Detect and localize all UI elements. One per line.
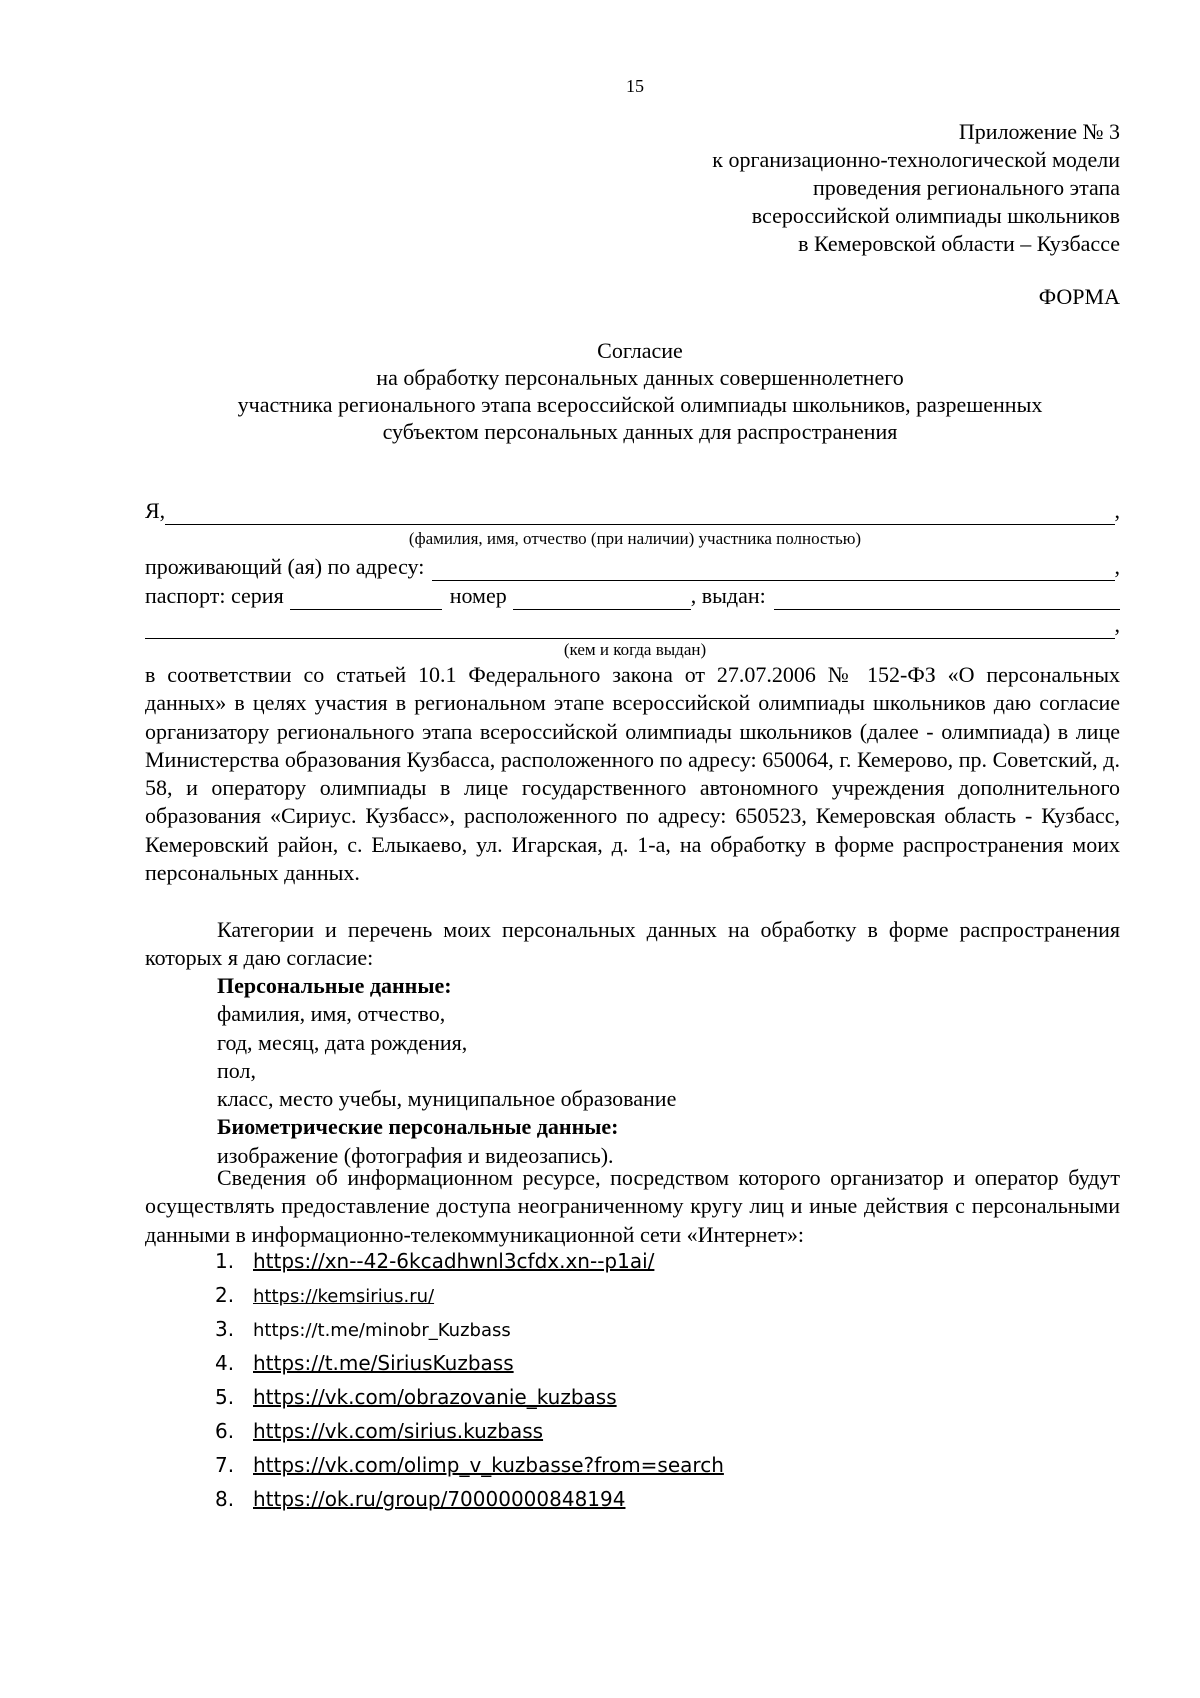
link-item: [215, 1349, 514, 1379]
link-number: 4.: [215, 1351, 235, 1375]
personal-data-item: класс, место учебы, муниципальное образование: [217, 1086, 677, 1112]
issued-hint: (кем и когда выдан): [563, 640, 707, 659]
line-end: ,: [1114, 612, 1120, 637]
appendix-line: проведения регионального этапа: [812, 175, 1120, 200]
link-item: [215, 1247, 654, 1277]
link-url[interactable]: https://kemsirius.ru/: [253, 1286, 435, 1307]
link-item: [215, 1383, 617, 1413]
personal-data-item: фамилия, имя, отчество,: [217, 1001, 446, 1027]
personal-data-item: год, месяц, дата рождения,: [217, 1029, 468, 1055]
title-line: Согласие: [597, 338, 683, 363]
link-number: 3.: [215, 1317, 235, 1341]
resources-paragraph: Сведения об информационном ресурсе, посредством которого организатор и оператор будут осуществлять предоставление доступа неограниченному кругу лиц и иные действия с персональными данными в информационно-телекоммуникационной сети «Интернет»:: [145, 1165, 1120, 1247]
passport-number-label: номер: [449, 583, 507, 608]
issued-by-blank[interactable]: [145, 618, 1115, 639]
page-number: 15: [626, 76, 644, 96]
link-item: [215, 1417, 543, 1447]
link-item: [215, 1485, 625, 1515]
issued-label: , выдан:: [690, 583, 766, 608]
passport-series-label: паспорт: серия: [145, 583, 284, 608]
passport-row: [145, 582, 1120, 610]
link-item: [215, 1451, 724, 1481]
biometric-data-heading: Биометрические персональные данные:: [217, 1114, 619, 1140]
passport-series-blank[interactable]: [290, 589, 442, 610]
biometric-data-item: изображение (фотография и видеозапись).: [217, 1142, 614, 1168]
line-end: ,: [1114, 498, 1120, 523]
link-item: [215, 1281, 434, 1311]
link-url[interactable]: https://ok.ru/group/70000000848194: [253, 1487, 626, 1511]
title-line: участника регионального этапа всероссийской олимпиады школьников, разрешенных: [237, 392, 1043, 417]
appendix-line: Приложение № 3: [958, 119, 1120, 144]
link-url[interactable]: https://t.me/SiriusKuzbass: [253, 1351, 514, 1375]
link-number: 7.: [215, 1453, 235, 1477]
fio-row: [145, 497, 1120, 525]
appendix-line: в Кемеровской области – Кузбассе: [798, 231, 1120, 256]
fio-blank[interactable]: [165, 504, 1114, 525]
personal-data-item: пол,: [217, 1057, 256, 1083]
link-url[interactable]: https://vk.com/sirius.kuzbass: [253, 1419, 544, 1443]
appendix-line: всероссийской олимпиады школьников: [751, 203, 1120, 228]
consent-paragraph: в соответствии со статьей 10.1 Федерального закона от 27.07.2006 № 152-ФЗ «О персональных данных» в целях участия в региональном этапе всероссийской олимпиады школьников даю согласие организатору регионального этапа всероссийской олимпиады школьников (далее - олимпиада) в лице Министерства образования Кузбасса, расположенного по адресу: 650064, г. Кемерово, пр. Советский, д. 58, и оператору олимпиады в лице государственного автономного учреждения дополнительного образования «Сириус. Кузбасс», расположенного по адресу: 650523, Кемеровская область - Кузбасс, Кемеровский район, с. Елыкаево, ул. Игарская, д. 1-а, на обработку в форме распространения моих персональных данных.: [145, 662, 1120, 886]
data-categories-list: [217, 972, 1117, 1170]
link-url[interactable]: https://vk.com/olimp_v_kuzbasse?from=search: [253, 1453, 724, 1477]
link-url[interactable]: https://vk.com/obrazovanie_kuzbass: [253, 1385, 617, 1409]
link-number: 1.: [215, 1249, 235, 1273]
link-url[interactable]: https://t.me/minobr_Kuzbass: [253, 1320, 511, 1341]
categories-paragraph: Категории и перечень моих персональных данных на обработку в форме распространения которых я даю согласие:: [145, 917, 1120, 971]
link-url[interactable]: https://xn--42-6kcadhwnl3cfdx.xn--p1ai/: [253, 1249, 655, 1273]
address-label: проживающий (ая) по адресу:: [145, 554, 425, 579]
form-label: ФОРМА: [1038, 284, 1120, 309]
link-number: 8.: [215, 1487, 235, 1511]
title-line: на обработку персональных данных совершеннолетнего: [376, 365, 904, 390]
document-title: [130, 337, 1150, 445]
link-item: [215, 1315, 511, 1345]
link-number: 2.: [215, 1283, 235, 1307]
personal-data-heading: Персональные данные:: [217, 973, 452, 998]
line-end: ,: [1114, 554, 1120, 579]
link-number: 5.: [215, 1385, 235, 1409]
link-number: 6.: [215, 1419, 235, 1443]
issued-blank[interactable]: [774, 589, 1120, 610]
appendix-line: к организационно-технологической модели: [712, 147, 1120, 172]
issued-row: [145, 611, 1120, 639]
address-row: [145, 553, 1120, 581]
passport-number-blank[interactable]: [513, 589, 691, 610]
appendix-header: [420, 118, 1120, 258]
i-prefix: Я,: [145, 498, 166, 523]
title-line: субъектом персональных данных для распространения: [382, 419, 898, 444]
address-blank[interactable]: [432, 560, 1114, 581]
fio-hint: (фамилия, имя, отчество (при наличии) участника полностью): [408, 529, 862, 548]
